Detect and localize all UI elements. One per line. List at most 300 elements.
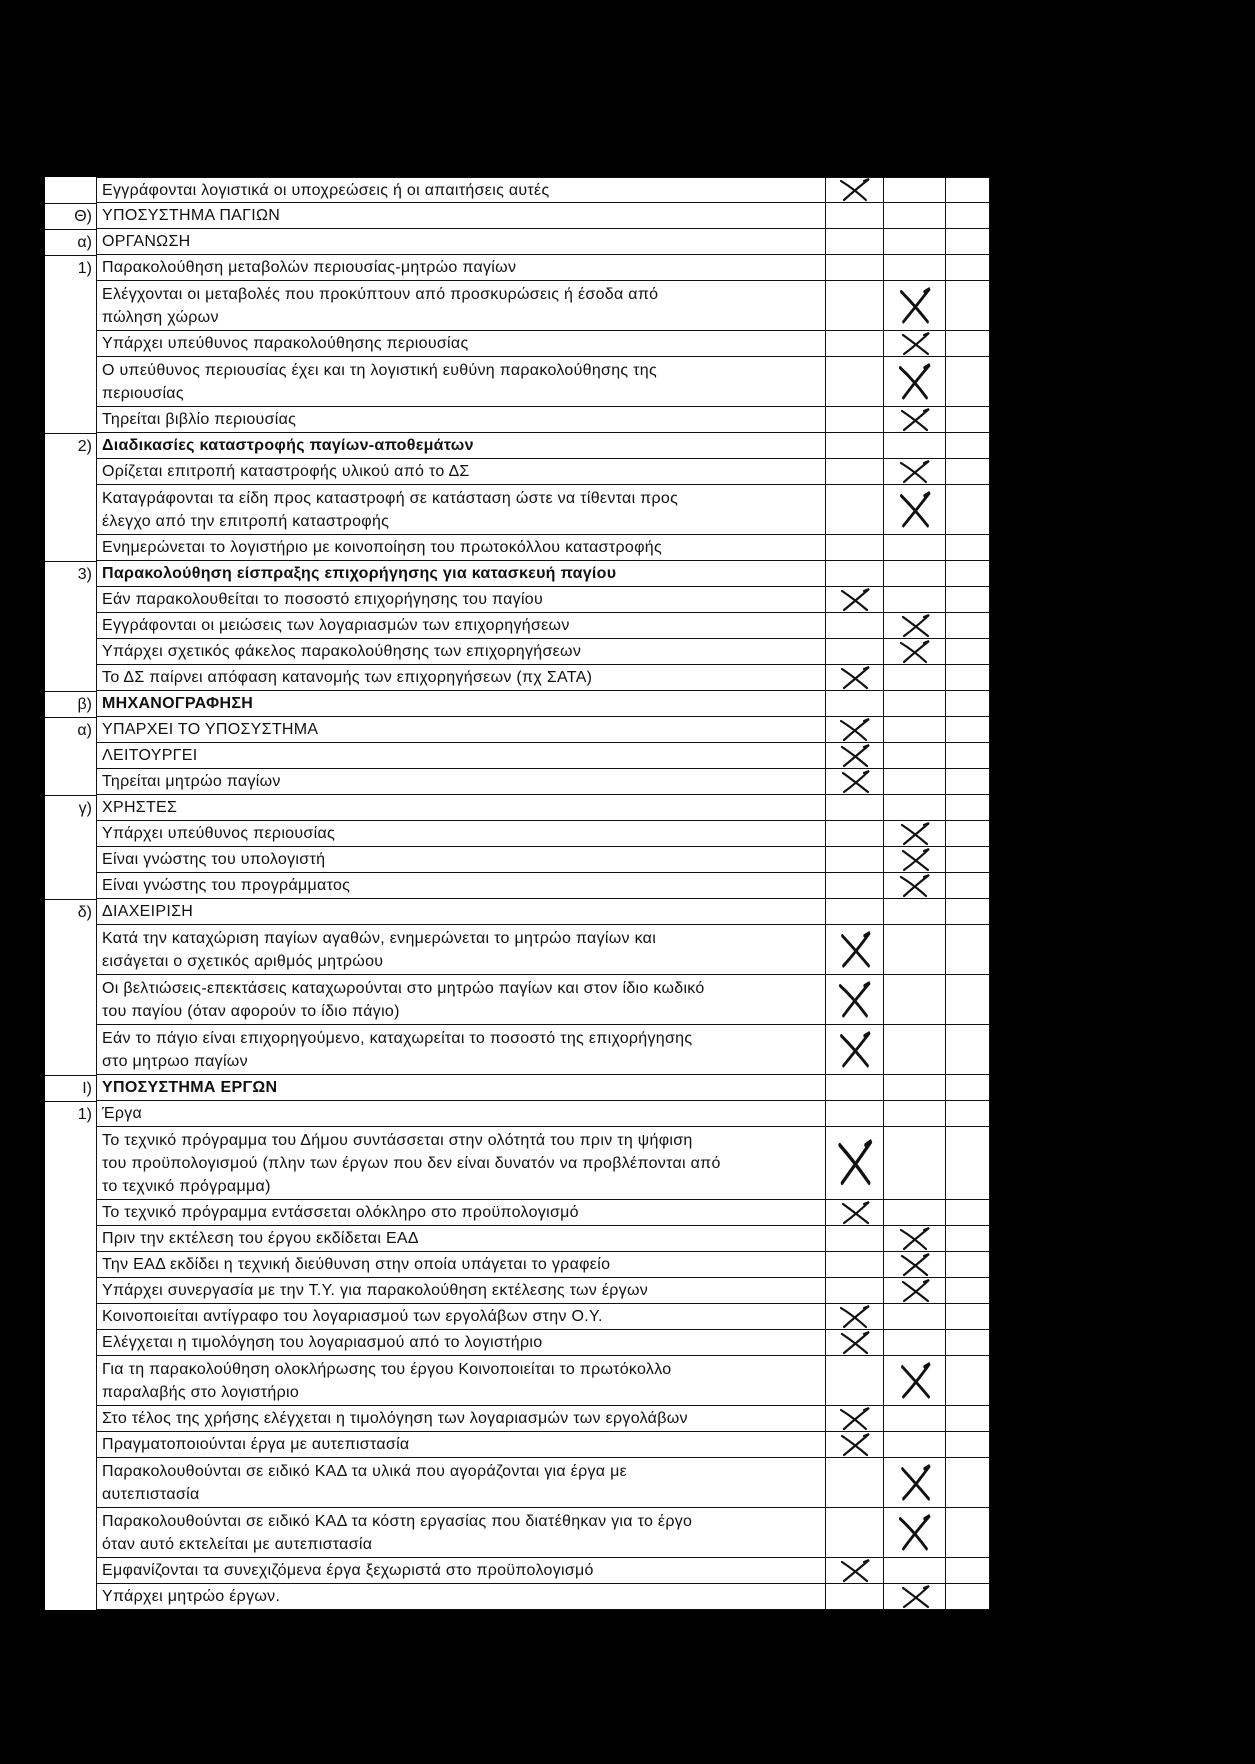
table-row: [45, 1127, 990, 1200]
row-number: [45, 639, 96, 665]
answer-cell-2: [883, 331, 945, 357]
answer-cell-3: [945, 1432, 990, 1458]
answer-cell-2: [883, 1226, 945, 1252]
table-row: [45, 1432, 990, 1458]
text-line: Το τεχνικό πρόγραμμα του Δήμου συντάσσεται στην ολότητά του πριν τη ψήφιση: [102, 1131, 693, 1149]
handwritten-x-icon: [897, 1514, 933, 1552]
text-line: Ελέγχονται οι μεταβολές που προκύπτουν από προσκυρώσεις ή έσοδα από: [102, 285, 659, 303]
table-row: [45, 795, 990, 821]
checklist-item-text: [96, 1558, 825, 1584]
checklist-item-text: [96, 717, 825, 743]
table-row: [45, 717, 990, 743]
row-number: [45, 357, 96, 407]
table-row: [45, 821, 990, 847]
answer-cell-3: [945, 769, 990, 795]
handwritten-x-icon: [897, 1362, 933, 1400]
checklist-item-text: [96, 1101, 825, 1127]
answer-cell-2: [883, 459, 945, 485]
answer-cell-2: [883, 407, 945, 433]
text-line: Είναι γνώστης του υπολογιστή: [102, 851, 326, 868]
answer-cell-3: [945, 1458, 990, 1508]
row-number: α): [45, 717, 96, 743]
checklist-item-text: [96, 873, 825, 899]
answer-cell-3: [945, 639, 990, 665]
text-line: ΥΠΟΣΥΣΤΗΜΑ ΠΑΓΙΩΝ: [102, 207, 281, 224]
answer-cell-3: [945, 743, 990, 769]
answer-cell-1: [825, 203, 883, 229]
answer-cell-3: [945, 255, 990, 281]
row-number: [45, 1304, 96, 1330]
text-line: έλεγχο από την επιτροπή καταστροφής: [102, 512, 390, 530]
table-row: [45, 847, 990, 873]
text-line: το τεχνικό πρόγραμμα): [102, 1177, 271, 1195]
section-heading: [96, 691, 825, 717]
checklist-item-text: [96, 357, 825, 407]
answer-cell-1: [825, 331, 883, 357]
table-row: [45, 1356, 990, 1406]
answer-cell-2: [883, 873, 945, 899]
table-row: [45, 769, 990, 795]
answer-cell-3: [945, 1127, 990, 1200]
answer-cell-3: [945, 1200, 990, 1226]
table-row: [45, 1558, 990, 1584]
answer-cell-2: [883, 1252, 945, 1278]
row-number: [45, 1278, 96, 1304]
answer-cell-3: [945, 1075, 990, 1101]
answer-cell-3: [945, 1584, 990, 1610]
table-row: [45, 1101, 990, 1127]
table-row: [45, 1304, 990, 1330]
row-number: 1): [45, 1101, 96, 1127]
answer-cell-3: [945, 1330, 990, 1356]
row-number: [45, 1200, 96, 1226]
answer-cell-1: [825, 535, 883, 561]
checklist-item-text: [96, 1508, 825, 1558]
checklist-item-text: [96, 1356, 825, 1406]
handwritten-x-icon: [838, 744, 872, 768]
answer-cell-3: [945, 691, 990, 717]
handwritten-x-icon: [898, 1253, 932, 1277]
answer-cell-3: [945, 331, 990, 357]
answer-cell-2: [883, 1508, 945, 1558]
answer-cell-2: [883, 665, 945, 691]
row-number: Ι): [45, 1075, 96, 1101]
answer-cell-1: [825, 1330, 883, 1356]
checklist-item-text: [96, 1278, 825, 1304]
table-row: [45, 281, 990, 331]
answer-cell-3: [945, 561, 990, 587]
answer-cell-2: [883, 255, 945, 281]
table-row: [45, 1508, 990, 1558]
handwritten-x-icon: [898, 874, 932, 898]
answer-cell-3: [945, 1101, 990, 1127]
handwritten-x-icon: [838, 718, 872, 742]
answer-cell-1: [825, 1406, 883, 1432]
handwritten-x-icon: [898, 1279, 932, 1303]
checklist-item-text: [96, 665, 825, 691]
text-line: Οι βελτιώσεις-επεκτάσεις καταχωρούνται στο μητρώο παγίων και στον ίδιο κωδικό: [102, 979, 705, 997]
answer-cell-3: [945, 795, 990, 821]
checklist-item-text: [96, 177, 825, 203]
answer-cell-1: [825, 873, 883, 899]
checklist-item-text: [96, 821, 825, 847]
table-row: [45, 975, 990, 1025]
text-line: Ορίζεται επιτροπή καταστροφής υλικού από το ΔΣ: [102, 463, 470, 480]
row-number: [45, 1252, 96, 1278]
answer-cell-1: [825, 975, 883, 1025]
checklist-item-text: [96, 639, 825, 665]
text-line: ΜΗΧΑΝΟΓΡΑΦΗΣΗ: [102, 695, 254, 712]
answer-cell-3: [945, 1025, 990, 1075]
answer-cell-3: [945, 1558, 990, 1584]
text-line: Υπάρχει υπεύθυνος περιουσίας: [102, 825, 336, 842]
table-row: [45, 407, 990, 433]
text-line: Έργα: [102, 1105, 143, 1122]
table-row: [45, 485, 990, 535]
text-line: Είναι γνώστης του προγράμματος: [102, 877, 351, 894]
row-number: [45, 769, 96, 795]
answer-cell-2: [883, 281, 945, 331]
text-line: εισάγεται ο σχετικός αριθμός μητρώου: [102, 952, 384, 970]
answer-cell-2: [883, 613, 945, 639]
answer-cell-3: [945, 899, 990, 925]
text-line: Εγγράφονται οι μειώσεις των λογαριασμών των επιχορηγήσεων: [102, 617, 570, 634]
answer-cell-3: [945, 281, 990, 331]
text-line: Πριν την εκτέλεση του έργου εκδίδεται ΕΑΔ: [102, 1230, 419, 1247]
text-line: ΧΡΗΣΤΕΣ: [102, 799, 178, 816]
answer-cell-3: [945, 203, 990, 229]
row-number: δ): [45, 899, 96, 925]
text-line: Στο τέλος της χρήσης ελέγχεται η τιμολόγηση των λογαριασμών των εργολάβων: [102, 1410, 688, 1427]
table-row: [45, 1200, 990, 1226]
text-line: Το τεχνικό πρόγραμμα εντάσσεται ολόκληρο στο προϋπολογισμό: [102, 1204, 579, 1221]
text-line: πώληση χώρων: [102, 308, 219, 326]
answer-cell-1: [825, 1508, 883, 1558]
answer-cell-3: [945, 459, 990, 485]
text-line: Κατά την καταχώριση παγίων αγαθών, ενημερώνεται το μητρώο παγίων και: [102, 929, 657, 947]
answer-cell-2: [883, 1406, 945, 1432]
handwritten-x-icon: [897, 363, 933, 401]
answer-cell-2: [883, 1075, 945, 1101]
row-number: [45, 975, 96, 1025]
text-line: Παρακολουθούνται σε ειδικό ΚΑΔ τα υλικά που αγοράζονται για έργα με: [102, 1462, 628, 1480]
row-number: [45, 177, 96, 203]
table-row: [45, 1330, 990, 1356]
answer-cell-2: [883, 639, 945, 665]
checklist-item-text: [96, 1458, 825, 1508]
text-line: Υπάρχει συνεργασία με την Τ.Υ. για παρακολούθηση εκτέλεσης των έργων: [102, 1282, 649, 1299]
table-row: [45, 1075, 990, 1101]
text-line: Παρακολούθηση είσπραξης επιχορήγησης για κατασκευή παγίου: [102, 565, 617, 582]
answer-cell-3: [945, 1406, 990, 1432]
row-number: [45, 847, 96, 873]
table-row: [45, 899, 990, 925]
answer-cell-3: [945, 1508, 990, 1558]
answer-cell-3: [945, 229, 990, 255]
handwritten-x-icon: [898, 848, 932, 872]
table-row: [45, 1226, 990, 1252]
table-row: [45, 1458, 990, 1508]
answer-cell-3: [945, 357, 990, 407]
answer-cell-1: [825, 613, 883, 639]
text-line: Κοινοποιείται αντίγραφο του λογαριασμού των εργολάβων στην Ο.Υ.: [102, 1308, 603, 1325]
answer-cell-1: [825, 485, 883, 535]
row-number: 3): [45, 561, 96, 587]
table-row: [45, 925, 990, 975]
handwritten-x-icon: [838, 1331, 872, 1355]
checklist-item-text: [96, 743, 825, 769]
text-line: Παρακολουθούνται σε ειδικό ΚΑΔ τα κόστη εργασίας που διατέθηκαν για το έργο: [102, 1512, 693, 1530]
answer-cell-3: [945, 717, 990, 743]
answer-cell-2: [883, 1304, 945, 1330]
table-row: [45, 665, 990, 691]
answer-cell-2: [883, 177, 945, 203]
answer-cell-2: [883, 1458, 945, 1508]
checklist-item-text: [96, 459, 825, 485]
handwritten-x-icon: [898, 822, 932, 846]
answer-cell-1: [825, 1278, 883, 1304]
row-number: [45, 1508, 96, 1558]
answer-cell-1: [825, 899, 883, 925]
answer-cell-1: [825, 1226, 883, 1252]
table-row: [45, 613, 990, 639]
answer-cell-1: [825, 1127, 883, 1200]
checklist-item-text: [96, 281, 825, 331]
answer-cell-1: [825, 1101, 883, 1127]
row-number: [45, 281, 96, 331]
answer-cell-1: [825, 1432, 883, 1458]
checklist-item-text: [96, 613, 825, 639]
checklist-item-text: [96, 587, 825, 613]
handwritten-x-icon: [838, 1305, 872, 1329]
answer-cell-1: [825, 769, 883, 795]
row-number: [45, 1356, 96, 1406]
handwritten-x-icon: [898, 332, 932, 356]
text-line: Ο υπεύθυνος περιουσίας έχει και τη λογιστική ευθύνη παρακολούθησης της: [102, 361, 658, 379]
answer-cell-2: [883, 561, 945, 587]
text-line: Για τη παρακολούθηση ολοκλήρωσης του έργου Κοινοποιείται το πρωτόκολλο: [102, 1360, 672, 1378]
answer-cell-1: [825, 459, 883, 485]
text-line: Ενημερώνεται το λογιστήριο με κοινοποίηση του πρωτοκόλλου καταστροφής: [102, 539, 662, 556]
checklist-item-text: [96, 1330, 825, 1356]
answer-cell-2: [883, 229, 945, 255]
text-line: του προϋπολογισμού (πλην των έργων που δεν είναι δυνατόν να προβλέπονται από: [102, 1154, 721, 1172]
answer-cell-2: [883, 1025, 945, 1075]
row-number: [45, 1584, 96, 1610]
checklist-item-text: [96, 407, 825, 433]
text-line: ΔΙΑΧΕΙΡΙΣΗ: [102, 903, 194, 920]
text-line: ΥΠΟΣΥΣΤΗΜΑ ΕΡΓΩΝ: [102, 1079, 278, 1096]
table-row: [45, 691, 990, 717]
answer-cell-1: [825, 587, 883, 613]
text-line: Τηρείται μητρώο παγίων: [102, 773, 281, 790]
answer-cell-2: [883, 925, 945, 975]
handwritten-x-icon: [838, 1433, 872, 1457]
checklist-item-text: [96, 795, 825, 821]
checklist-item-text: [96, 1252, 825, 1278]
answer-cell-2: [883, 203, 945, 229]
row-number: [45, 1127, 96, 1200]
checklist-item-text: [96, 1025, 825, 1075]
table-row: [45, 639, 990, 665]
text-line: Διαδικασίες καταστροφής παγίων-αποθεμάτων: [102, 437, 474, 454]
answer-cell-1: [825, 357, 883, 407]
answer-cell-1: [825, 717, 883, 743]
answer-cell-2: [883, 769, 945, 795]
row-number: [45, 485, 96, 535]
answer-cell-1: [825, 1304, 883, 1330]
checklist-item-text: [96, 1200, 825, 1226]
section-heading: [96, 1075, 825, 1101]
checklist-item-text: [96, 535, 825, 561]
answer-cell-1: [825, 433, 883, 459]
answer-cell-1: [825, 847, 883, 873]
handwritten-x-icon: [897, 491, 933, 529]
answer-cell-3: [945, 407, 990, 433]
text-line: Υπάρχει μητρώο έργων.: [102, 1588, 281, 1605]
handwritten-x-icon: [838, 1559, 872, 1583]
handwritten-x-icon: [897, 1464, 933, 1502]
answer-cell-3: [945, 665, 990, 691]
answer-cell-2: [883, 821, 945, 847]
answer-cell-1: [825, 561, 883, 587]
row-number: [45, 1330, 96, 1356]
text-line: Υπάρχει σχετικός φάκελος παρακολούθησης των επιχορηγήσεων: [102, 643, 582, 660]
answer-cell-2: [883, 1278, 945, 1304]
row-number: α): [45, 229, 96, 255]
checklist-item-text: [96, 1226, 825, 1252]
handwritten-x-icon: [838, 588, 872, 612]
row-number: β): [45, 691, 96, 717]
text-line: περιουσίας: [102, 384, 184, 402]
row-number: [45, 1458, 96, 1508]
section-heading: [96, 433, 825, 459]
answer-cell-2: [883, 1101, 945, 1127]
answer-cell-1: [825, 407, 883, 433]
checklist-table: [45, 177, 990, 1610]
answer-cell-3: [945, 177, 990, 203]
row-number: 1): [45, 255, 96, 281]
checklist-item-text: [96, 1127, 825, 1200]
row-number: [45, 925, 96, 975]
row-number: [45, 743, 96, 769]
answer-cell-3: [945, 1252, 990, 1278]
answer-cell-2: [883, 1584, 945, 1610]
text-line: Πραγματοποιούνται έργα με αυτεπιστασία: [102, 1436, 410, 1453]
answer-cell-2: [883, 1356, 945, 1406]
text-line: του παγίου (όταν αφορούν το ίδιο πάγιο): [102, 1002, 400, 1020]
table-row: [45, 229, 990, 255]
handwritten-x-icon: [898, 1585, 932, 1609]
handwritten-x-icon: [898, 460, 932, 484]
handwritten-x-icon: [898, 614, 932, 638]
answer-cell-3: [945, 975, 990, 1025]
answer-cell-2: [883, 743, 945, 769]
handwritten-x-icon: [838, 1201, 872, 1225]
handwritten-x-icon: [837, 931, 873, 969]
answer-cell-3: [945, 485, 990, 535]
handwritten-x-icon: [898, 640, 932, 664]
checklist-item-text: [96, 975, 825, 1025]
answer-cell-3: [945, 1226, 990, 1252]
table-row: [45, 1252, 990, 1278]
answer-cell-3: [945, 847, 990, 873]
table-row: [45, 357, 990, 407]
row-number: 2): [45, 433, 96, 459]
answer-cell-1: [825, 795, 883, 821]
answer-cell-2: [883, 357, 945, 407]
table-row: [45, 873, 990, 899]
answer-cell-1: [825, 1458, 883, 1508]
row-number: [45, 1558, 96, 1584]
row-number: [45, 587, 96, 613]
checklist-item-text: [96, 255, 825, 281]
text-line: Εγγράφονται λογιστικά οι υποχρεώσεις ή οι απαιτήσεις αυτές: [102, 181, 550, 199]
answer-cell-1: [825, 229, 883, 255]
answer-cell-2: [883, 1330, 945, 1356]
table-row: [45, 561, 990, 587]
handwritten-x-icon: [838, 770, 872, 794]
answer-cell-1: [825, 1584, 883, 1610]
row-number: [45, 331, 96, 357]
row-number: [45, 665, 96, 691]
text-line: Ελέγχεται η τιμολόγηση του λογαριασμού από το λογιστήριο: [102, 1334, 543, 1351]
checklist-item-text: [96, 203, 825, 229]
answer-cell-1: [825, 1558, 883, 1584]
answer-cell-3: [945, 1278, 990, 1304]
handwritten-x-icon: [838, 178, 872, 202]
table-row: [45, 433, 990, 459]
answer-cell-1: [825, 691, 883, 717]
answer-cell-1: [825, 821, 883, 847]
answer-cell-2: [883, 1558, 945, 1584]
answer-cell-3: [945, 1356, 990, 1406]
checklist-item-text: [96, 485, 825, 535]
text-line: Εάν το πάγιο είναι επιχορηγούμενο, καταχωρείται το ποσοστό της επιχορήγησης: [102, 1029, 693, 1047]
answer-cell-3: [945, 613, 990, 639]
checklist-item-text: [96, 1406, 825, 1432]
table-row: [45, 1406, 990, 1432]
answer-cell-2: [883, 485, 945, 535]
answer-cell-3: [945, 821, 990, 847]
text-line: ΟΡΓΑΝΩΣΗ: [102, 233, 191, 250]
answer-cell-2: [883, 1127, 945, 1200]
answer-cell-2: [883, 433, 945, 459]
table-row: [45, 1278, 990, 1304]
handwritten-x-icon: [897, 287, 933, 325]
checklist-item-text: [96, 229, 825, 255]
text-line: αυτεπιστασία: [102, 1485, 200, 1503]
checklist-item-text: [96, 925, 825, 975]
answer-cell-2: [883, 1200, 945, 1226]
text-line: ΥΠΑΡΧΕΙ ΤΟ ΥΠΟΣΥΣΤΗΜΑ: [102, 721, 319, 738]
table-row: [45, 459, 990, 485]
row-number: [45, 1406, 96, 1432]
row-number: [45, 1432, 96, 1458]
answer-cell-1: [825, 743, 883, 769]
row-number: γ): [45, 795, 96, 821]
text-line: Εάν παρακολουθείται το ποσοστό επιχορήγησης του παγίου: [102, 591, 544, 608]
answer-cell-1: [825, 1025, 883, 1075]
text-line: Την ΕΑΔ εκδίδει η τεχνική διεύθυνση στην οποία υπάγεται το γραφείο: [102, 1256, 611, 1273]
row-number: [45, 821, 96, 847]
handwritten-x-icon: [838, 666, 872, 690]
text-line: Παρακολούθηση μεταβολών περιουσίας-μητρώο παγίων: [102, 259, 517, 276]
handwritten-x-icon: [835, 1139, 875, 1187]
table-row: [45, 203, 990, 229]
text-line: Καταγράφονται τα είδη προς καταστροφή σε κατάσταση ώστε να τίθενται προς: [102, 489, 679, 507]
answer-cell-1: [825, 1356, 883, 1406]
